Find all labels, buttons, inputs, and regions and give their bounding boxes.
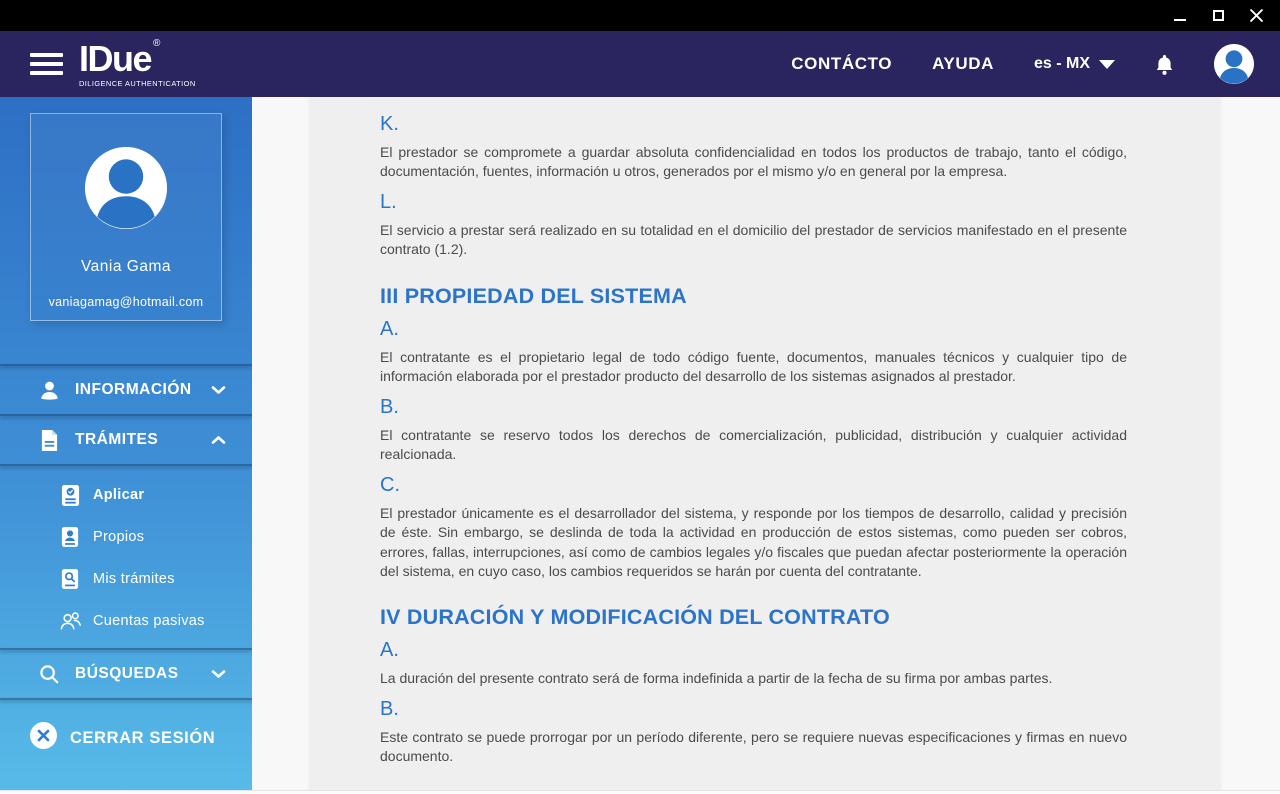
chevron-up-icon xyxy=(211,435,226,445)
sidebar-item-label: TRÁMITES xyxy=(75,431,159,448)
minimize-icon xyxy=(1174,19,1186,21)
document-icon xyxy=(36,429,62,452)
window-controls xyxy=(1166,4,1270,28)
chevron-down-icon xyxy=(1099,60,1115,69)
sidebar-item-label: Mis trámites xyxy=(93,571,175,587)
sidebar-item-label: INFORMACIÓN xyxy=(75,381,192,398)
chevron-down-icon xyxy=(211,669,226,679)
app-logo xyxy=(79,37,196,88)
logout-button[interactable] xyxy=(0,722,252,754)
section-paragraph: La duración del presente contrato será de forma indefinida a partir de la fecha de su firma por ambas partes. xyxy=(380,670,1053,687)
sidebar-item-cuentas-pasivas[interactable] xyxy=(0,600,252,642)
brand-tagline: DILIGENCE AUTHENTICATION xyxy=(79,78,196,88)
person-card-icon xyxy=(58,526,82,548)
contract-document xyxy=(310,97,1220,790)
profile-card xyxy=(30,113,222,321)
window-minimize-button[interactable] xyxy=(1166,4,1194,28)
section-paragraph: El prestador se compromete a guardar absoluta confidencialidad en todos los productos de trabajo, tanto el código, documentación, fuentes, información u otros, generados por el mismo y/o en general por la empresa. xyxy=(380,144,1127,180)
section-paragraph: El contratante se reservo todos los derechos de comercialización, publicidad, distribución y cualquier actividad realcionada. xyxy=(380,426,1127,463)
section-paragraph: El contratante es el propietario legal de todo código fuente, documentos, manuales técnicos y cualquier tipo de información elaborada por el prestador producto del desarrollo de los sistemas asignados al prestador. xyxy=(380,348,1127,385)
profile-email: vaniagamag@hotmail.com xyxy=(48,295,204,309)
close-icon xyxy=(1250,9,1263,22)
section-letter-heading: B. xyxy=(380,395,399,418)
search-card-icon xyxy=(58,568,82,590)
close-circle-icon xyxy=(30,722,57,754)
section-paragraph: El servicio a prestar será realizado en su totalidad en el domicilio del prestador de servicios manifestado en el presente contrato (1.2). xyxy=(380,221,1127,258)
logout-label: CERRAR SESIÓN xyxy=(70,728,216,747)
profile-name: Vania Gama xyxy=(80,258,171,275)
tramites-submenu xyxy=(0,466,252,648)
brand-name: IDue xyxy=(79,37,152,79)
people-icon xyxy=(58,610,82,632)
section-letter-heading: A. xyxy=(380,639,399,662)
window-close-button[interactable] xyxy=(1242,4,1270,28)
chevron-down-icon xyxy=(211,385,226,395)
sidebar-item-busquedas[interactable] xyxy=(0,650,252,698)
nav-ayuda[interactable]: AYUDA xyxy=(932,54,994,73)
section-letter-heading: C. xyxy=(380,473,400,496)
section-letter-heading: L. xyxy=(380,190,397,213)
sidebar-item-tramites[interactable] xyxy=(0,416,252,464)
language-selector[interactable] xyxy=(1034,55,1115,73)
language-label: es - MX xyxy=(1033,55,1090,72)
section-letter-heading: A. xyxy=(380,317,399,340)
registered-mark: ® xyxy=(153,37,161,49)
user-icon xyxy=(36,379,62,402)
app-header xyxy=(0,31,1280,97)
sidebar-item-label: Cuentas pasivas xyxy=(93,613,205,629)
sidebar-item-informacion[interactable] xyxy=(0,366,252,414)
search-icon xyxy=(36,663,62,685)
avatar[interactable] xyxy=(1214,44,1254,84)
profile-avatar xyxy=(85,147,167,229)
section-paragraph: Este contrato se puede prorrogar por un período diferente, pero se requiere nuevas especificaciones y firmas en nuevo documento. xyxy=(380,728,1127,765)
bell-icon[interactable] xyxy=(1155,53,1174,76)
main-content xyxy=(252,97,1280,790)
apply-card-icon xyxy=(58,484,82,507)
section-heading: IV DURACIÓN Y MODIFICACIÓN DEL CONTRATO xyxy=(380,605,890,630)
sidebar-item-label: BÚSQUEDAS xyxy=(75,665,179,682)
header-nav xyxy=(791,44,1254,84)
window-titlebar xyxy=(0,0,1280,31)
section-heading: III PROPIEDAD DEL SISTEMA xyxy=(380,283,687,308)
nav-contacto[interactable]: CONTÁCTO xyxy=(791,54,893,73)
sidebar-item-aplicar[interactable] xyxy=(0,474,252,516)
sidebar xyxy=(0,97,252,790)
sidebar-item-propios[interactable] xyxy=(0,516,252,558)
divider xyxy=(0,698,252,700)
hamburger-menu-icon[interactable] xyxy=(30,53,63,75)
sidebar-item-label: Propios xyxy=(93,529,145,545)
sidebar-item-label: Aplicar xyxy=(93,487,145,503)
section-letter-heading: B. xyxy=(380,697,399,720)
sidebar-nav xyxy=(0,364,252,754)
window-maximize-button[interactable] xyxy=(1204,4,1232,28)
sidebar-item-mis-tramites[interactable] xyxy=(0,558,252,600)
maximize-icon xyxy=(1213,10,1224,21)
section-paragraph: El prestador únicamente es el desarrollador del sistema, y responde por los tiempos de desarrollo, calidad y precisión de éste. Sin embargo, se deslinda de toda la actividad en producción de estos sistemas, como pueden ser cobros, errores, fallas, interrupciones, así como de cambios legales y/o fiscales que puedan afectar posteriormente la operación del sistema, en cuyo caso, los cambios requeridos se harán por cuenta del contratante. xyxy=(380,504,1127,579)
section-letter-heading: K. xyxy=(380,113,399,135)
horizontal-scrollbar[interactable] xyxy=(0,790,1280,794)
